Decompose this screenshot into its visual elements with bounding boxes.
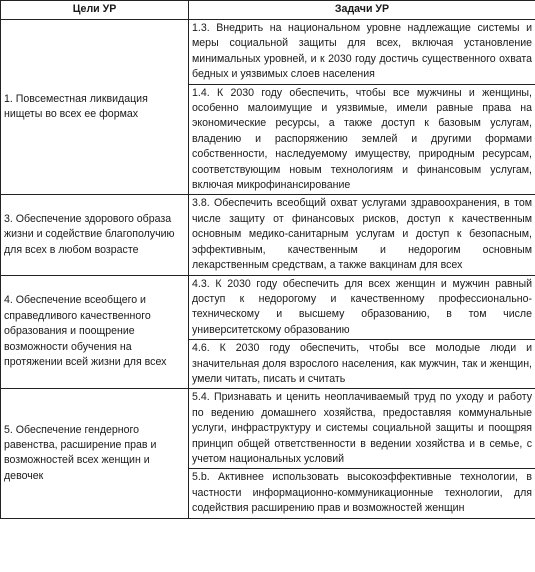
table-row — [1, 275, 535, 340]
table-row — [1, 195, 535, 275]
task-cell: 5.b. Активнее использовать высокоэффективные технологии, в частности информационно-коммуникационные технологии, для содействия расширению прав и возможностей женщин — [189, 469, 535, 518]
goal-cell: 5. Обеспечение гендерного равенства, расширение прав и возможностей всех женщин и девочек — [1, 389, 189, 518]
goal-cell: 3. Обеспечение здорового образа жизни и содействие благополучию для всех в любом возрасте — [1, 195, 189, 275]
header-goals: Цели УР — [1, 1, 189, 20]
table-row — [1, 20, 535, 85]
header-row — [1, 1, 535, 20]
task-cell: 4.6. К 2030 году обеспечить, чтобы все молодые люди и значительная доля взрослого населения, как мужчин, так и женщин, умели читать, писать и считать — [189, 340, 535, 389]
goal-cell: 1. Повсеместная ликвидация нищеты во всех ее формах — [1, 20, 189, 195]
task-cell: 5.4. Признавать и ценить неоплачиваемый труд по уходу и работу по ведению домашнего хозяйства, предоставляя коммунальные услуги, инфраструктуру и системы социальной защиты и поощряя принцип общей ответственности в ведении хозяйства и в семье, с учетом национальных условий — [189, 389, 535, 469]
task-cell: 1.4. К 2030 году обеспечить, чтобы все мужчины и женщины, особенно малоимущие и уязвимые, имели равные права на экономические ресурсы, а также доступ к базовым услугам, владению и распоряжению землей и другими формами собственности, наследуемому имуществу, природным ресурсам, соответствующим новым технологиям и финансовым услугам, включая микрофинансирование — [189, 84, 535, 195]
task-cell: 4.3. К 2030 году обеспечить для всех женщин и мужчин равный доступ к недорогому и качественному профессионально-техническому и высшему образованию, в том числе университетскому образованию — [189, 275, 535, 340]
goal-cell: 4. Обеспечение всеобщего и справедливого качественного образования и поощрение возможности обучения на протяжении всей жизни для всех — [1, 275, 189, 389]
task-cell: 1.3. Внедрить на национальном уровне надлежащие системы и меры социальной защиты для всех, включая установление минимальных уровней, и к 2030 году достичь существенного охвата бедных и уязвимых слоев населения — [189, 20, 535, 85]
header-tasks: Задачи УР — [189, 1, 535, 20]
table-row — [1, 389, 535, 469]
task-cell: 3.8. Обеспечить всеобщий охват услугами здравоохранения, в том числе защиту от финансовых рисков, доступ к качественным основным медико-санитарным услугам и доступ к безопасным, эффективным, качественным и недорогим основным лекарственным средствам, а также вакцинам для всех — [189, 195, 535, 275]
